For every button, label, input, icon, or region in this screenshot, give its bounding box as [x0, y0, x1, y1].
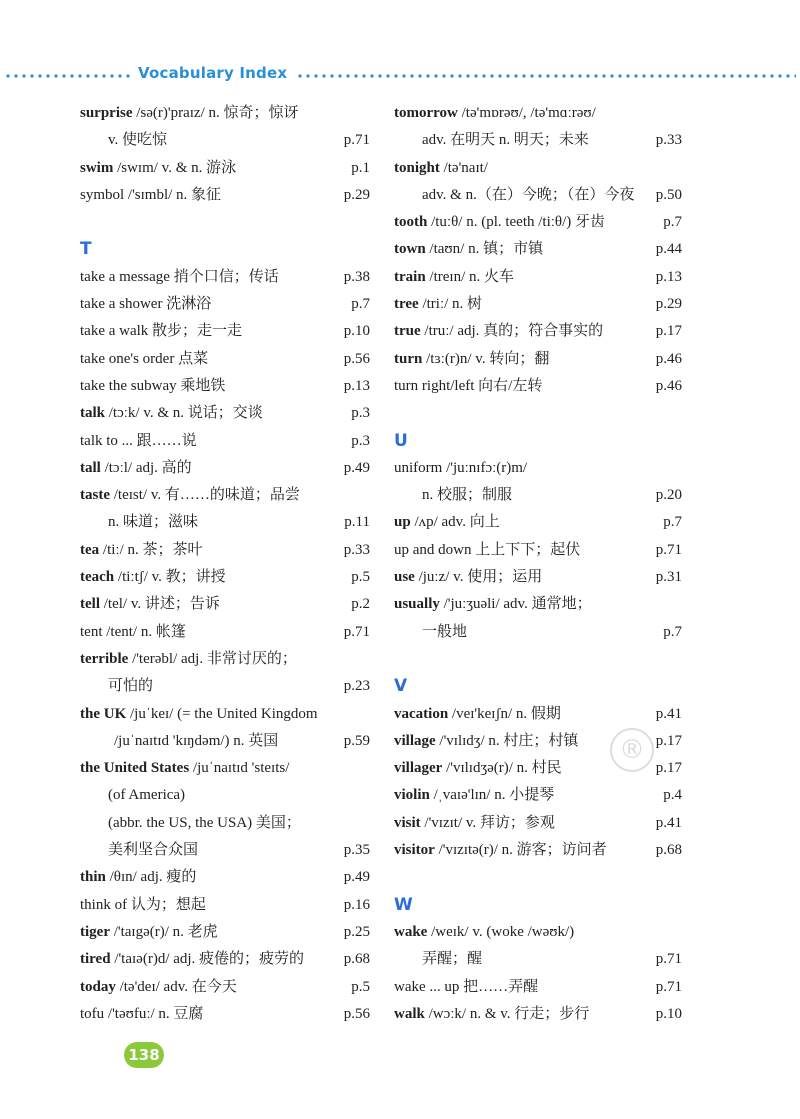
- entry-text: 可怕的: [108, 678, 154, 695]
- definition: /'vɪlɪdʒ/ n. 村庄；村镇: [435, 732, 579, 749]
- headword: swim: [80, 159, 114, 176]
- definition: /veɪ'keɪʃn/ n. 假期: [448, 705, 561, 722]
- entry-text: 美利坚合众国: [108, 842, 199, 859]
- page-reference: p.35: [343, 842, 370, 859]
- definition: /tə'deɪ/ adv. 在今天: [115, 978, 237, 995]
- vocab-entry: [80, 919, 370, 946]
- vocab-entry: [80, 755, 370, 782]
- headword: tree: [394, 296, 419, 313]
- page-reference: p.7: [663, 623, 682, 640]
- definition: /'taɪgə(r)/ n. 老虎: [109, 923, 218, 940]
- page-reference: p.56: [343, 350, 370, 367]
- headword: tonight: [394, 159, 440, 176]
- page-reference: p.13: [343, 377, 370, 394]
- page-reference: p.7: [663, 514, 682, 531]
- entry-continuation: [80, 782, 370, 809]
- headword: tooth: [394, 214, 428, 231]
- page-reference: p.3: [351, 432, 370, 449]
- page-reference: p.5: [351, 569, 370, 586]
- headword: violin: [394, 787, 430, 804]
- page-reference: p.7: [663, 214, 682, 231]
- page-reference: p.3: [351, 405, 370, 422]
- vocab-entry: [80, 1001, 370, 1028]
- page-reference: p.29: [343, 186, 370, 203]
- headword: taste: [80, 487, 110, 504]
- headword: villager: [394, 760, 443, 777]
- vocab-entry: [394, 291, 682, 318]
- entry-text: wake ... up 把……弄醒: [394, 978, 539, 995]
- vocab-entry: [80, 428, 370, 455]
- headword: tired: [80, 951, 111, 968]
- definition: /tuːθ/ n. (pl. teeth /tiːθ/) 牙齿: [427, 214, 606, 231]
- entry-text: adv. & n.（在）今晚；（在）今夜: [422, 186, 635, 203]
- vocab-entry: [394, 509, 682, 536]
- headword: teach: [80, 569, 115, 586]
- page-reference: p.23: [343, 678, 370, 695]
- definition: /'vɪlɪdʒə(r)/ n. 村民: [442, 760, 562, 777]
- letter-heading: U: [394, 430, 408, 451]
- vocab-entry: [394, 591, 682, 618]
- vocab-entry: [80, 155, 370, 182]
- entry-text: take a message 捎个口信；传话: [80, 268, 279, 285]
- headword: tiger: [80, 923, 110, 940]
- page-reference: p.46: [655, 350, 682, 367]
- vocab-entry: [80, 892, 370, 919]
- headword: tall: [80, 459, 101, 476]
- page-reference: p.25: [343, 923, 370, 940]
- entry-text: 弄醒；醒: [422, 951, 483, 968]
- headword: the United States: [80, 760, 190, 777]
- section-gap: [394, 864, 682, 891]
- vocab-entry: [394, 100, 682, 127]
- headword: thin: [80, 869, 106, 886]
- vocab-entry: [394, 564, 682, 591]
- definition: /wɔːk/ n. & v. 行走；步行: [424, 1005, 590, 1022]
- entry-text: (abbr. the US, the USA) 美国；: [108, 814, 301, 831]
- page-reference: p.5: [351, 978, 370, 995]
- vocab-entry: [80, 974, 370, 1001]
- entry-continuation: [80, 509, 370, 536]
- entry-text: take one's order 点菜: [80, 350, 209, 367]
- entry-text: v. 使吃惊: [108, 132, 168, 149]
- entry-continuation: [394, 482, 682, 509]
- entry-continuation: [80, 837, 370, 864]
- page-reference: p.44: [655, 241, 682, 258]
- entry-text: take the subway 乘地铁: [80, 377, 226, 394]
- page-reference: p.17: [655, 732, 682, 749]
- headword: vacation: [394, 705, 449, 722]
- definition: /ˌvaɪə'lɪn/ n. 小提琴: [429, 787, 555, 804]
- definition: /tiːtʃ/ v. 教；讲授: [114, 569, 226, 586]
- definition: /juˈnaɪtɪd 'steɪts/: [189, 760, 290, 777]
- vocabulary-index-header: [0, 64, 800, 88]
- entry-continuation: [394, 946, 682, 973]
- headword: up: [394, 514, 411, 531]
- headword: tea: [80, 541, 100, 558]
- vocab-entry: [80, 619, 370, 646]
- definition: /tə'naɪt/: [439, 159, 488, 176]
- page-reference: p.71: [655, 541, 682, 558]
- vocab-entry: [394, 537, 682, 564]
- entry-continuation: [80, 673, 370, 700]
- page-reference: p.33: [343, 541, 370, 558]
- page-reference: p.4: [663, 787, 682, 804]
- definition: /weɪk/ v. (woke /wəʊk/): [427, 923, 575, 940]
- headword: visitor: [394, 842, 435, 859]
- page-reference: p.56: [343, 1005, 370, 1022]
- letter-heading: T: [80, 239, 92, 260]
- entry-text: adv. 在明天 n. 明天；未来: [422, 132, 589, 149]
- vocab-entry: [80, 591, 370, 618]
- entry-text: think of 认为；想起: [80, 896, 206, 913]
- entry-text: n. 味道；滋味: [108, 514, 199, 531]
- vocab-entry: [80, 455, 370, 482]
- vocab-entry: [80, 291, 370, 318]
- letter-heading: W: [394, 894, 413, 915]
- headword: usually: [394, 596, 440, 613]
- page-reference: p.10: [655, 1005, 682, 1022]
- vocab-entry: [80, 400, 370, 427]
- headword: train: [394, 268, 426, 285]
- entry-text: uniform /'juːnɪfɔː(r)m/: [394, 459, 528, 476]
- definition: /truː/ adj. 真的；符合事实的: [420, 323, 604, 340]
- page-reference: p.33: [655, 132, 682, 149]
- entry-continuation: [394, 619, 682, 646]
- headword: village: [394, 732, 436, 749]
- letter-heading: V: [394, 676, 408, 697]
- section-gap: [394, 400, 682, 427]
- headword: tomorrow: [394, 105, 458, 121]
- definition: /tiː/ n. 茶；茶叶: [99, 541, 203, 558]
- definition: /'juːʒuəli/ adv. 通常地；: [439, 596, 592, 613]
- vocab-entry: [394, 155, 682, 182]
- header-title: Vocabulary Index: [138, 64, 288, 82]
- entry-text: n. 校服；制服: [422, 487, 513, 504]
- definition: /'vɪzɪtə(r)/ n. 游客；访问者: [434, 842, 607, 859]
- vocab-entry: [80, 100, 370, 127]
- page-reference: p.71: [655, 951, 682, 968]
- page-reference: p.17: [655, 323, 682, 340]
- headword: visit: [394, 814, 421, 831]
- definition: /tɜː(r)n/ v. 转向；翻: [422, 350, 550, 367]
- entry-text: up and down 上上下下；起伏: [394, 541, 581, 558]
- page-reference: p.41: [655, 705, 682, 722]
- definition: /juːz/ v. 使用；运用: [414, 569, 543, 586]
- entry-continuation: [80, 728, 370, 755]
- vocab-entry: [80, 182, 370, 209]
- headword: tell: [80, 596, 100, 613]
- definition: /tel/ v. 讲述；告诉: [100, 596, 220, 613]
- entry-text: (of America): [108, 787, 186, 804]
- definition: /teɪst/ v. 有……的味道；品尝: [110, 487, 300, 504]
- headword: use: [394, 569, 415, 586]
- definition: /juˈkeɪ/ (= the United Kingdom: [126, 705, 318, 722]
- entry-text: 一般地: [422, 623, 468, 640]
- right-column: [394, 100, 682, 1028]
- page-reference: p.16: [343, 896, 370, 913]
- page-reference: p.10: [343, 323, 370, 340]
- vocab-entry: [80, 346, 370, 373]
- page-reference: p.49: [343, 459, 370, 476]
- page-number-badge: 138: [124, 1042, 164, 1068]
- dotted-rule-right: [296, 74, 796, 78]
- vocab-entry: [80, 537, 370, 564]
- entry-text: tent /tent/ n. 帐篷: [80, 623, 186, 640]
- vocab-entry: [394, 919, 682, 946]
- page-reference: p.31: [655, 569, 682, 586]
- entry-text: /juˈnaɪtɪd 'kɪŋdəm/) n. 英国: [114, 732, 279, 749]
- page-reference: p.71: [343, 623, 370, 640]
- entry-text: talk to ... 跟……说: [80, 432, 197, 449]
- page-reference: p.71: [343, 132, 370, 149]
- headword: surprise: [80, 105, 133, 121]
- vocab-entry: [80, 318, 370, 345]
- definition: /tɔːl/ adj. 高的: [100, 459, 192, 476]
- entry-continuation: [394, 127, 682, 154]
- headword: talk: [80, 405, 106, 422]
- vocab-entry: [80, 946, 370, 973]
- headword: today: [80, 978, 116, 995]
- headword: true: [394, 323, 421, 340]
- vocab-entry: [394, 264, 682, 291]
- page-reference: p.46: [655, 377, 682, 394]
- vocab-entry: [394, 1001, 682, 1028]
- page-reference: p.68: [655, 842, 682, 859]
- vocab-entry: [80, 373, 370, 400]
- page-reference: p.13: [655, 268, 682, 285]
- definition: /treɪn/ n. 火车: [425, 268, 514, 285]
- vocab-entry: [80, 264, 370, 291]
- section-gap: [394, 646, 682, 673]
- page-reference: p.17: [655, 760, 682, 777]
- definition: /'terəbl/ adj. 非常讨厌的；: [128, 650, 297, 667]
- vocab-entry: [394, 837, 682, 864]
- headword: terrible: [80, 650, 129, 667]
- page-reference: p.11: [344, 514, 370, 531]
- definition: /'taɪə(r)d/ adj. 疲倦的；疲劳的: [110, 951, 305, 968]
- page-reference: p.59: [343, 732, 370, 749]
- page-reference: p.1: [351, 159, 370, 176]
- vocab-entry: [80, 864, 370, 891]
- definition: /ʌp/ adv. 向上: [410, 514, 500, 531]
- vocab-entry: [80, 701, 370, 728]
- definition: /tə'mɒrəʊ/, /tə'mɑːrəʊ/: [457, 105, 596, 121]
- entry-text: take a shower 洗淋浴: [80, 296, 212, 313]
- headword: turn: [394, 350, 423, 367]
- registered-watermark: ®: [610, 728, 654, 772]
- definition: /tɔːk/ v. & n. 说话；交谈: [105, 405, 263, 422]
- page-reference: p.49: [343, 869, 370, 886]
- vocab-entry: [394, 318, 682, 345]
- entry-text: symbol /'sɪmbl/ n. 象征: [80, 186, 222, 203]
- definition: /triː/ n. 树: [418, 296, 483, 313]
- page-reference: p.29: [655, 296, 682, 313]
- vocab-entry: [394, 236, 682, 263]
- definition: /θɪn/ adj. 瘦的: [105, 869, 197, 886]
- page-reference: p.2: [351, 596, 370, 613]
- page-reference: p.7: [351, 296, 370, 313]
- headword: wake: [394, 923, 428, 940]
- vocab-entry: [394, 782, 682, 809]
- definition: /sə(r)'praɪz/ n. 惊奇；惊讶: [132, 105, 299, 121]
- headword: the UK: [80, 705, 127, 722]
- vocab-entry: [394, 373, 682, 400]
- definition: /taʊn/ n. 镇；市镇: [425, 241, 544, 258]
- headword: walk: [394, 1005, 425, 1022]
- definition: /'vɪzɪt/ v. 拜访；参观: [420, 814, 555, 831]
- definition: /swɪm/ v. & n. 游泳: [113, 159, 237, 176]
- vocab-entry: [80, 482, 370, 509]
- page-reference: p.50: [655, 186, 682, 203]
- section-gap: [80, 209, 370, 236]
- vocab-entry: [394, 810, 682, 837]
- vocab-entry: [394, 209, 682, 236]
- entry-continuation: [80, 127, 370, 154]
- dotted-rule-left: [4, 74, 130, 78]
- vocab-entry: [80, 564, 370, 591]
- entry-text: tofu /'təʊfuː/ n. 豆腐: [80, 1005, 204, 1022]
- vocab-entry: [80, 646, 370, 673]
- left-column: [80, 100, 370, 1028]
- entry-text: turn right/left 向右/左转: [394, 377, 543, 394]
- vocab-entry: [394, 701, 682, 728]
- entry-text: take a walk 散步；走一走: [80, 323, 243, 340]
- vocab-entry: [394, 346, 682, 373]
- entry-continuation: [80, 810, 370, 837]
- page-reference: p.41: [655, 814, 682, 831]
- headword: town: [394, 241, 426, 258]
- vocab-entry: [394, 455, 682, 482]
- page-reference: p.68: [343, 951, 370, 968]
- page-reference: p.20: [655, 487, 682, 504]
- page-reference: p.71: [655, 978, 682, 995]
- page-reference: p.38: [343, 268, 370, 285]
- entry-continuation: [394, 182, 682, 209]
- vocab-entry: [394, 974, 682, 1001]
